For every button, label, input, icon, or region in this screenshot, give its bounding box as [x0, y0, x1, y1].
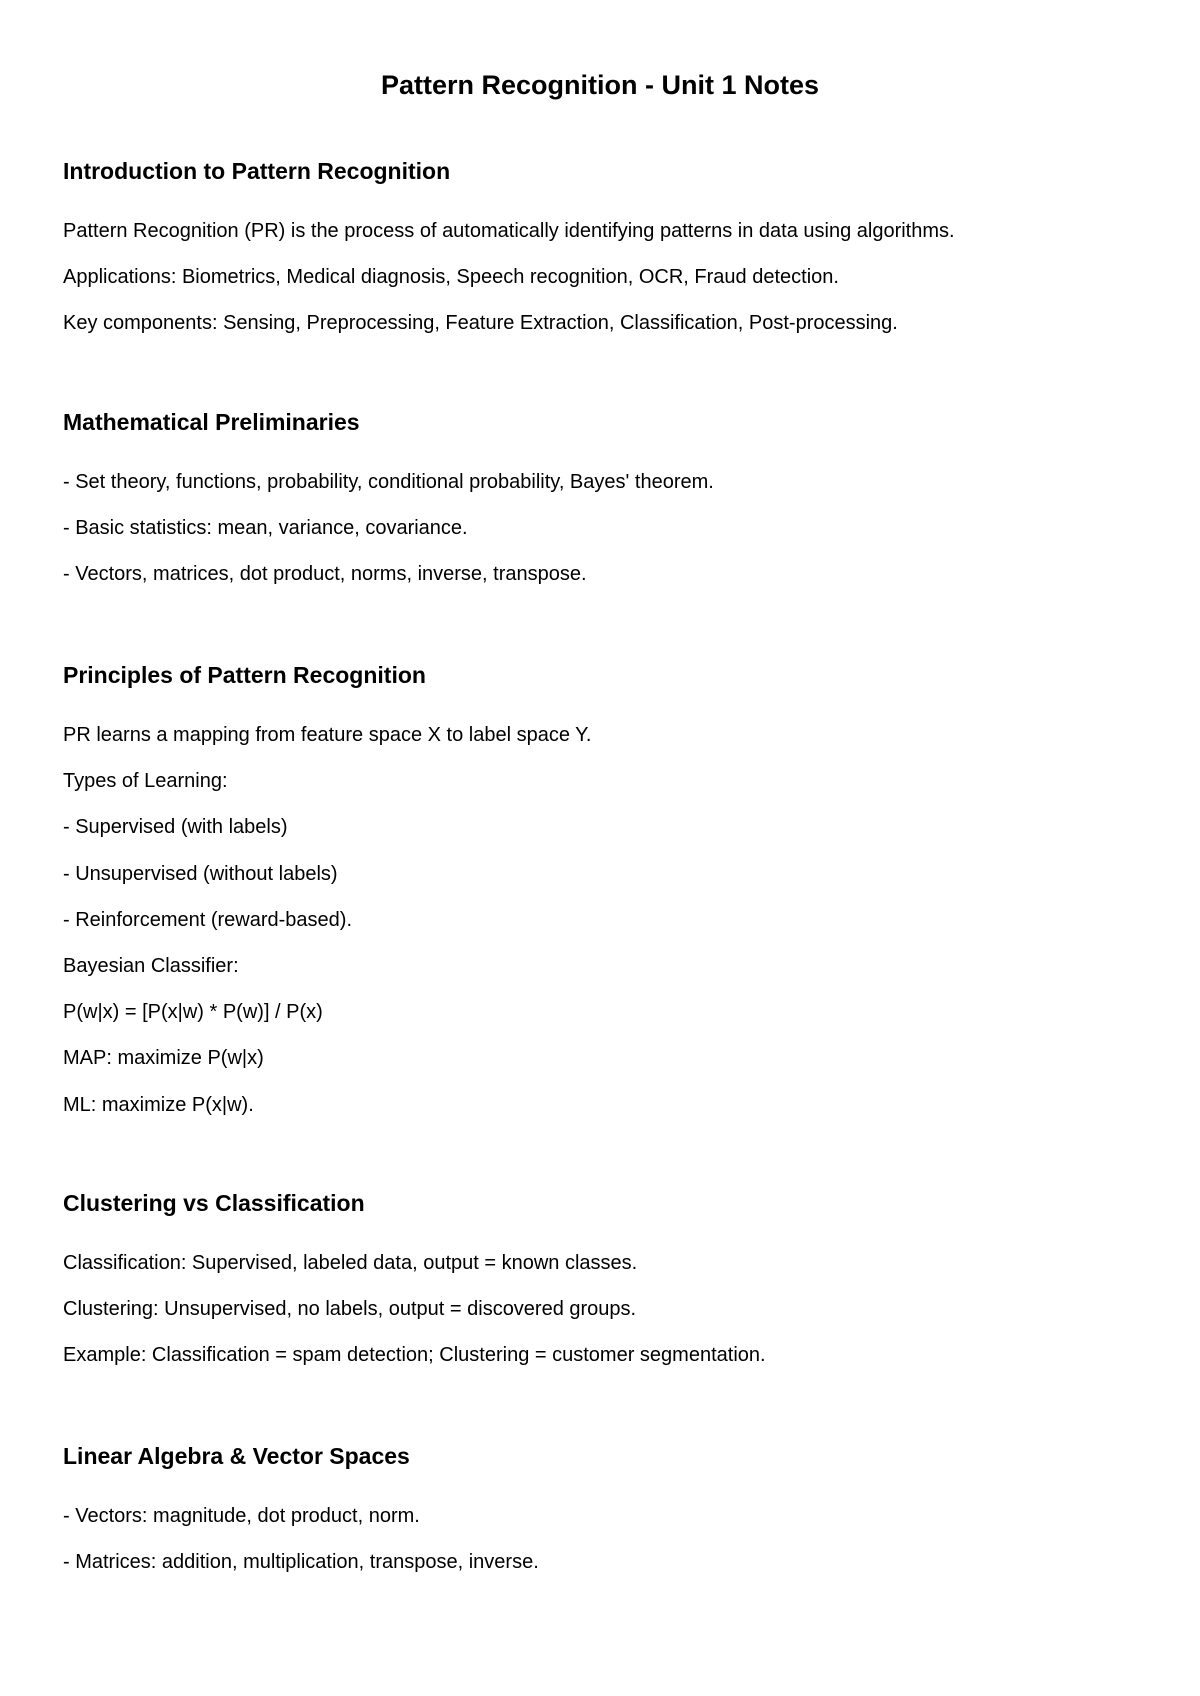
bullet-line: - Supervised (with labels) [63, 816, 288, 839]
body-line: PR learns a mapping from feature space X to label space Y. [63, 724, 592, 746]
section-introduction [63, 156, 1143, 347]
section-heading: Mathematical Preliminaries [63, 409, 360, 435]
bullet-line: - Matrices: addition, multiplication, transpose, inverse. [63, 1551, 539, 1574]
body-line: Clustering: Unsupervised, no labels, output = discovered groups. [63, 1298, 637, 1321]
section-heading: Clustering vs Classification [63, 1190, 365, 1216]
bullet-line: - Set theory, functions, probability, conditional probability, Bayes' theorem. [63, 471, 714, 493]
section-mathematical-preliminaries [63, 407, 1143, 598]
formula-line: P(w|x) = [P(x|w) * P(w)] / P(x) [63, 1001, 323, 1024]
body-line: Example: Classification = spam detection; Clustering = customer segmentation. [63, 1344, 766, 1367]
body-line: MAP: maximize P(w|x) [63, 1047, 264, 1070]
section-heading: Principles of Pattern Recognition [63, 662, 426, 688]
bullet-line: - Vectors: magnitude, dot product, norm. [63, 1505, 420, 1527]
body-line: Bayesian Classifier: [63, 955, 239, 978]
body-line: Types of Learning: [63, 770, 228, 793]
section-heading: Introduction to Pattern Recognition [63, 158, 451, 184]
bullet-line: - Basic statistics: mean, variance, covariance. [63, 517, 468, 540]
body-line: Pattern Recognition (PR) is the process of automatically identifying patterns in data using algorithms. [63, 220, 955, 242]
section-principles [63, 660, 1143, 1128]
body-line: Applications: Biometrics, Medical diagnosis, Speech recognition, OCR, Fraud detection. [63, 266, 839, 289]
section-heading: Linear Algebra & Vector Spaces [63, 1443, 410, 1469]
bullet-line: - Unsupervised (without labels) [63, 862, 338, 885]
section-clustering-vs-classification [63, 1188, 1143, 1379]
bullet-line: - Vectors, matrices, dot product, norms, inverse, transpose. [63, 563, 587, 586]
body-line: Classification: Supervised, labeled data, output = known classes. [63, 1252, 638, 1274]
body-line: Key components: Sensing, Preprocessing, Feature Extraction, Classification, Post-processing. [63, 312, 898, 335]
document-title: Pattern Recognition - Unit 1 Notes [380, 70, 820, 100]
body-line: ML: maximize P(x|w). [63, 1093, 254, 1116]
section-linear-algebra [63, 1441, 1143, 1585]
bullet-line: - Reinforcement (reward-based). [63, 908, 352, 931]
